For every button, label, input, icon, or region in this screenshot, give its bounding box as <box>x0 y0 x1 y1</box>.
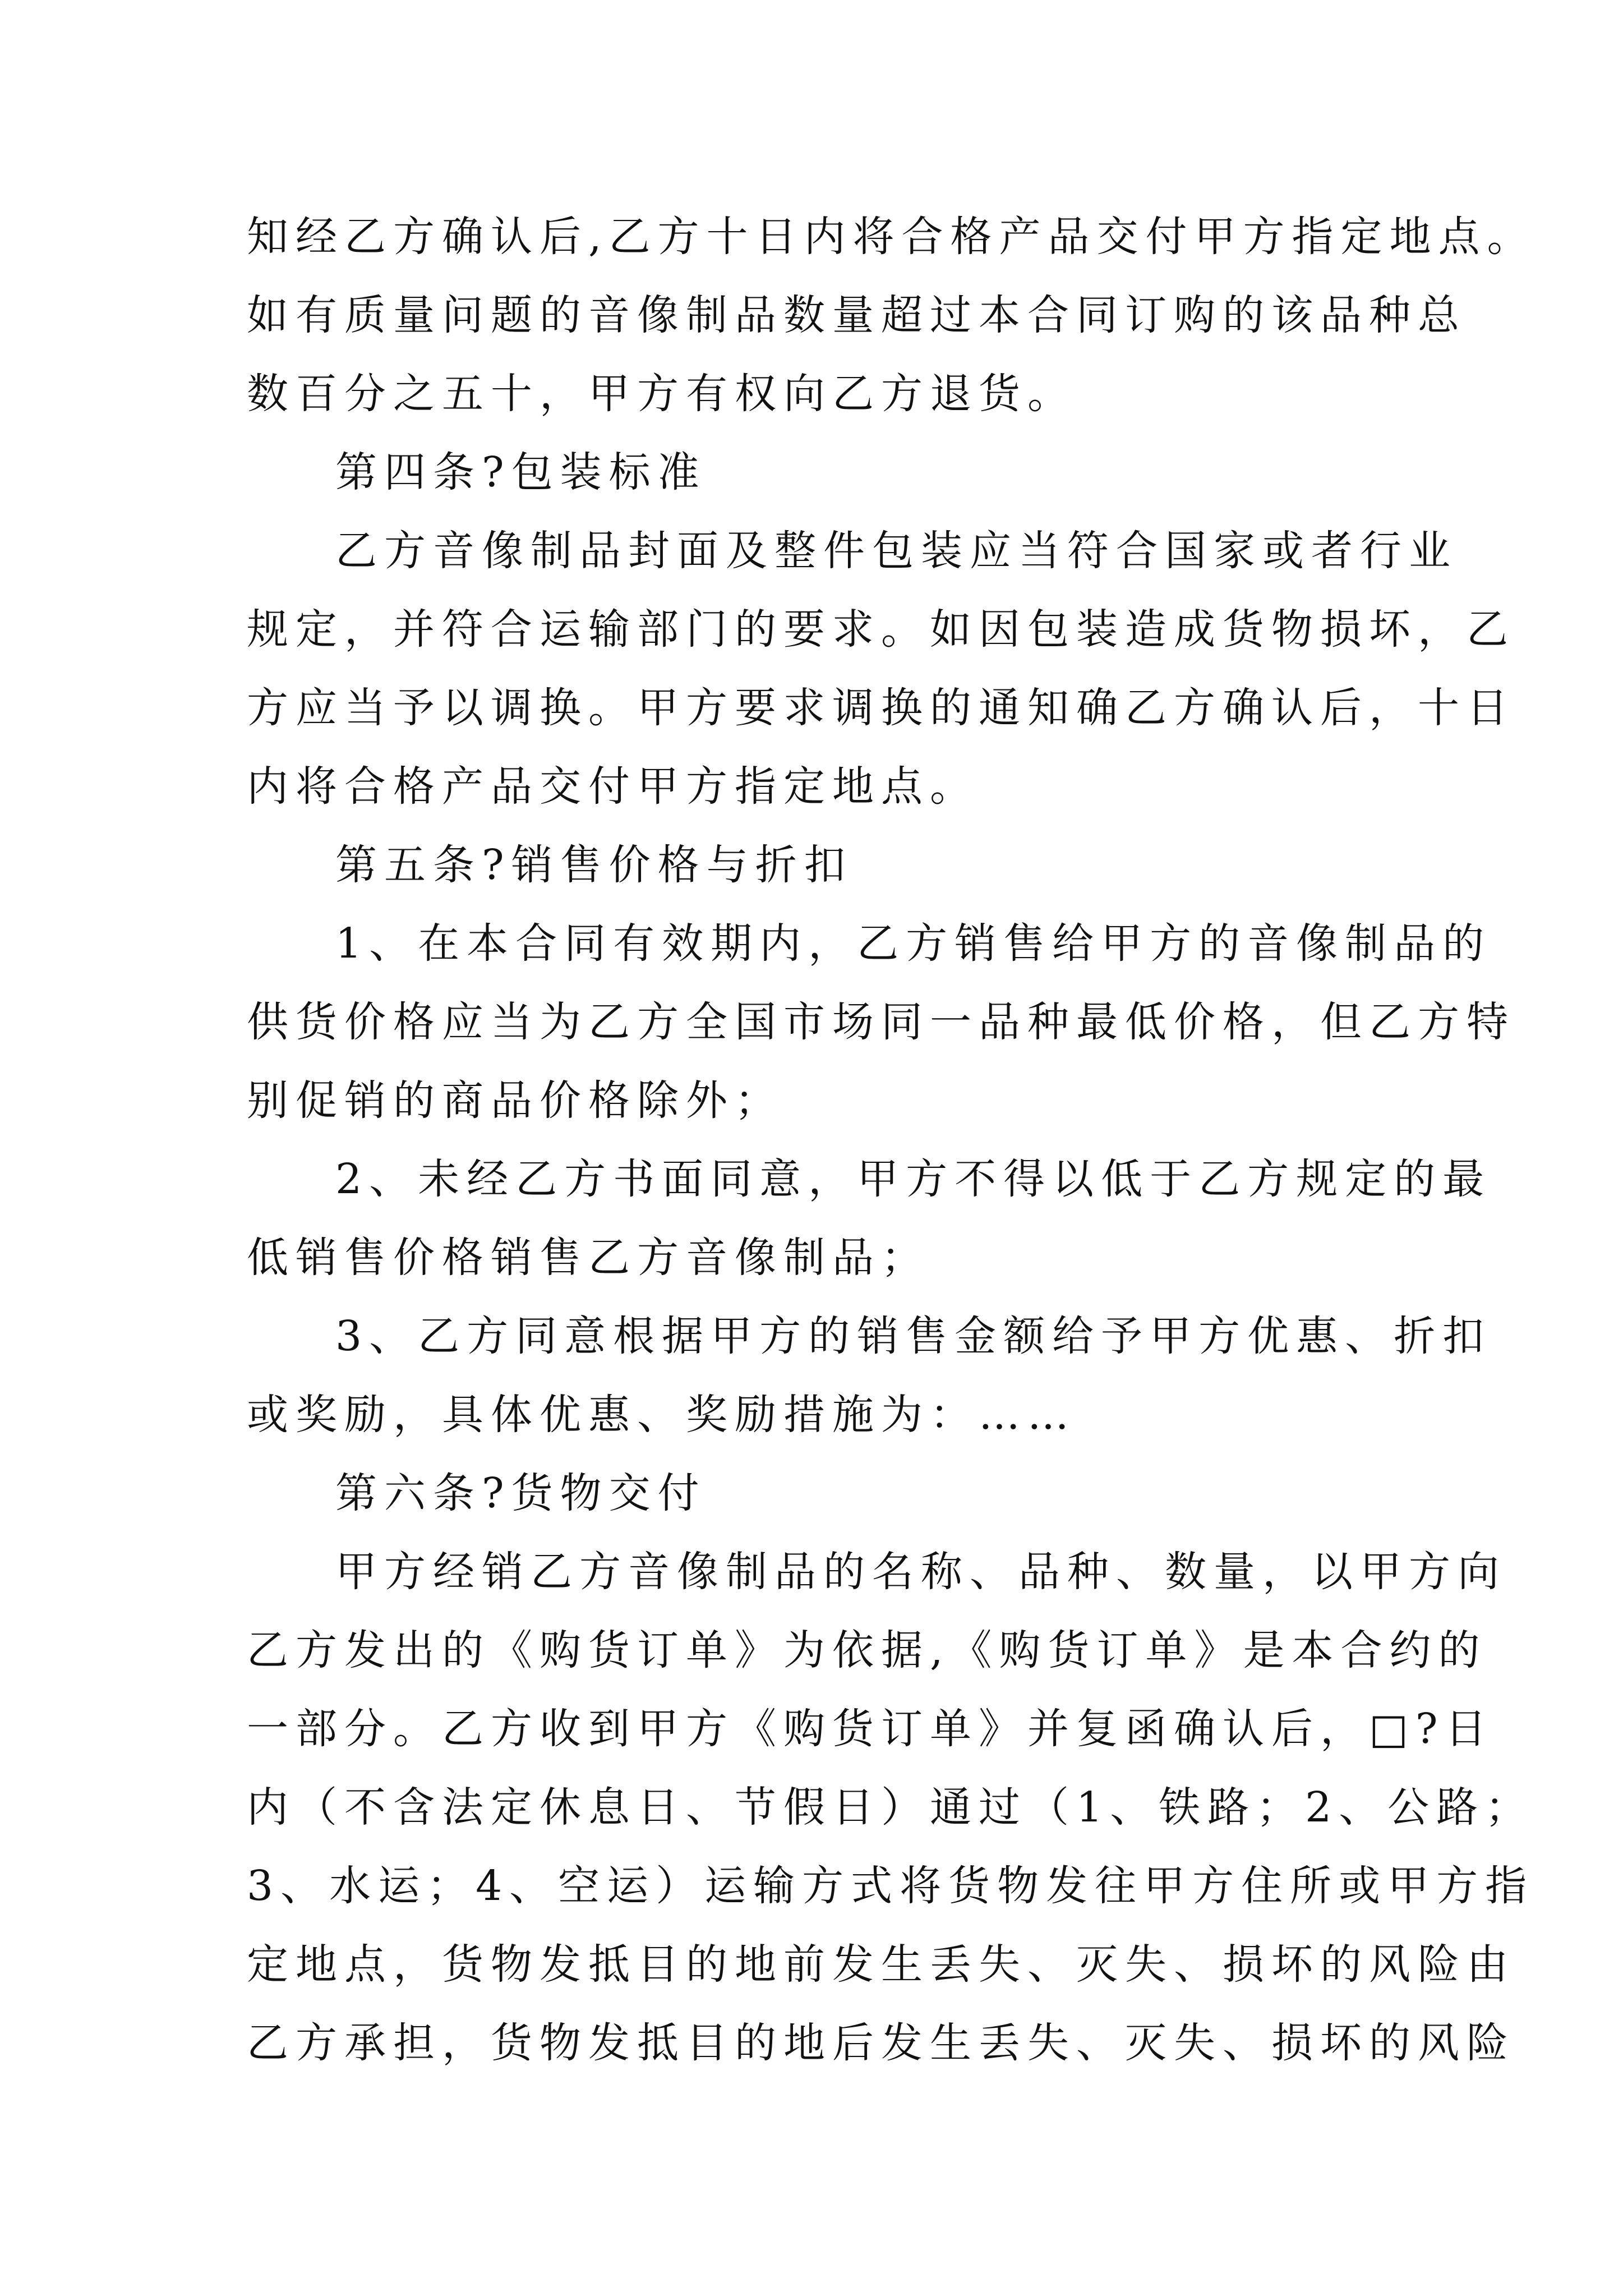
text-line: 如有质量问题的音像制品数量超过本合同订购的该品种总 <box>247 291 1467 339</box>
text-line: 乙方发出的《购货订单》为依据,《购货订单》是本合约的 <box>247 1626 1487 1674</box>
text-line: 一部分。乙方收到甲方《购货订单》并复函确认后，□?日 <box>247 1705 1494 1753</box>
text-line: 乙方承担，货物发抵目的地后发生丢失、灭失、损坏的风险 <box>247 2019 1515 2067</box>
section-heading: 第五条?销售价格与折扣 <box>335 841 853 889</box>
text-line: 内（不含法定休息日、节假日）通过（1、铁路；2、公路； <box>247 1783 1534 1832</box>
text-line: 2、未经乙方书面同意，甲方不得以低于乙方规定的最 <box>335 1155 1492 1203</box>
text-line: 1、在本合同有效期内，乙方销售给甲方的音像制品的 <box>335 919 1492 968</box>
text-line: 3、水运；4、空运）运输方式将货物发往甲方住所或甲方指 <box>247 1862 1534 1910</box>
section-heading: 第四条?包装标准 <box>335 448 707 496</box>
text-line: 别促销的商品价格除外； <box>247 1076 783 1125</box>
text-line: 3、乙方同意根据甲方的销售金额给予甲方优惠、折扣 <box>335 1312 1492 1360</box>
text-line: 甲方经销乙方音像制品的名称、品种、数量，以甲方向 <box>335 1548 1506 1596</box>
section-heading: 第六条?货物交付 <box>335 1469 707 1517</box>
text-line: 定地点，货物发抵目的地前发生丢失、灭失、损坏的风险由 <box>247 1940 1515 1989</box>
text-line: 规定，并符合运输部门的要求。如因包装造成货物损坏，乙 <box>247 605 1515 654</box>
text-line: 乙方音像制品封面及整件包装应当符合国家或者行业 <box>335 527 1458 575</box>
text-line: 知经乙方确认后,乙方十日内将合格产品交付甲方指定地点。 <box>247 213 1536 261</box>
text-line: 内将合格产品交付甲方指定地点。 <box>247 762 979 811</box>
text-line: 方应当予以调换。甲方要求调换的通知确乙方确认后，十日 <box>247 684 1515 732</box>
text-line: 数百分之五十，甲方有权向乙方退货。 <box>247 370 1076 418</box>
text-line: 低销售价格销售乙方音像制品； <box>247 1234 930 1282</box>
text-line: 供货价格应当为乙方全国市场同一品种最低价格，但乙方特 <box>247 998 1515 1046</box>
text-line: 或奖励，具体优惠、奖励措施为：…… <box>247 1391 1076 1439</box>
